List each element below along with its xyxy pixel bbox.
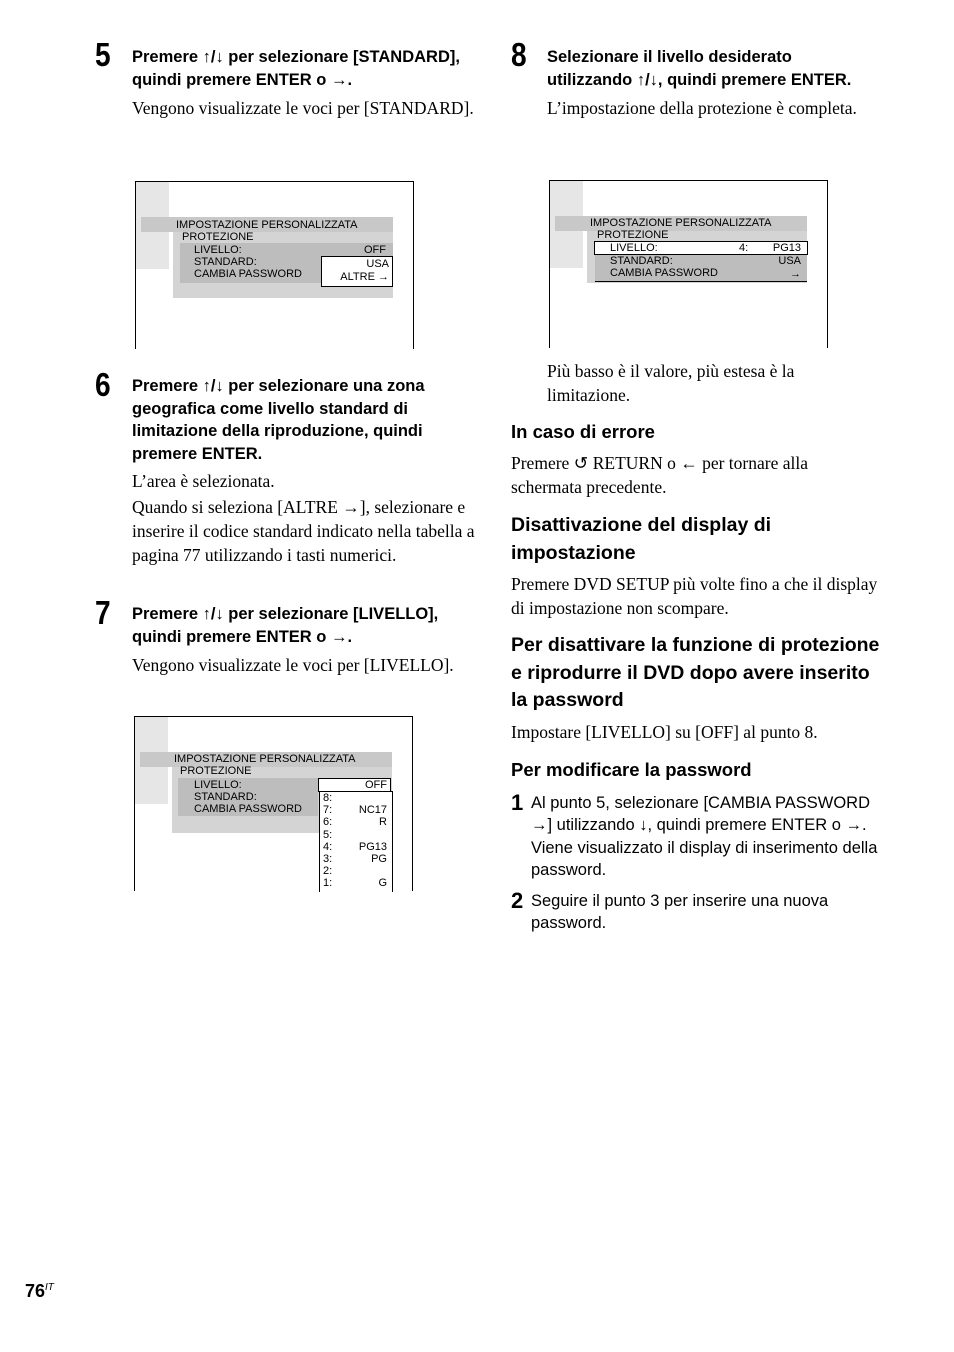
- osd-complete-screen: [549, 180, 828, 348]
- osd-row-value: USA: [778, 255, 801, 267]
- section-change-password: [511, 756, 881, 935]
- osd-level-item: [323, 829, 387, 841]
- step-instruction: Premere ↑/↓ per selezionare [STANDARD], quindi premere ENTER o →.: [132, 48, 460, 89]
- osd-level-rating: R: [379, 816, 387, 829]
- section-text: Premere ↺ RETURN o ← per tornare alla schermata precedente.: [511, 452, 808, 497]
- step-number: 1: [511, 789, 524, 815]
- osd-title: IMPOSTAZIONE PERSONALIZZATA: [176, 219, 358, 231]
- osd-row-label: CAMBIA PASSWORD: [194, 803, 302, 815]
- osd-title: IMPOSTAZIONE PERSONALIZZATA: [590, 217, 772, 229]
- step-instruction: Premere ↑/↓ per selezionare [LIVELLO], quindi premere ENTER o →.: [132, 605, 439, 646]
- osd-level-rating: NC17: [358, 804, 387, 817]
- step-description: L’impostazione della protezione è completa.: [547, 98, 857, 118]
- osd-row-value: →: [790, 268, 801, 280]
- step-number: 6: [95, 366, 111, 403]
- step-description: Quando si seleziona [ALTRE →], selezionare e inserire il codice standard indicato nella tabella a pagina 77 utilizzando i tasti numerici.: [132, 497, 475, 565]
- osd-selected-value: OFF: [365, 779, 387, 791]
- osd-level-number: 5:: [323, 828, 333, 841]
- osd-level-number: 6:: [323, 816, 333, 829]
- step-number: 7: [95, 594, 111, 631]
- osd-row-label: LIVELLO:: [194, 779, 242, 791]
- section-text: Premere DVD SETUP più volte fino a che il display di impostazione non scompare.: [511, 574, 878, 618]
- section-heading: Disattivazione del display di impostazione: [511, 514, 772, 564]
- section-error: [511, 418, 881, 499]
- section-text: Impostare [LIVELLO] su [OFF] al punto 8.: [511, 721, 818, 742]
- osd-section: PROTEZIONE: [182, 231, 254, 243]
- section-disable-protection: [511, 632, 881, 744]
- page-number-value: 76: [25, 1281, 46, 1301]
- osd-level-number: 2:: [323, 865, 333, 878]
- osd-level-item: [323, 804, 387, 816]
- osd-standard-screen: [135, 181, 414, 349]
- osd-row-value: PG13: [772, 242, 801, 254]
- osd-level-number: 8:: [323, 792, 333, 804]
- section-heading: Per modificare la password: [511, 759, 752, 780]
- step-description: Vengono visualizzate le voci per [STANDARD].: [132, 98, 474, 118]
- section-display-off: [511, 512, 881, 620]
- osd-level-number: 4:: [323, 840, 333, 853]
- step-number: 8: [511, 36, 527, 73]
- osd-row-label: CAMBIA PASSWORD: [610, 267, 718, 279]
- osd-row-label: CAMBIA PASSWORD: [194, 268, 302, 280]
- step-instruction: Selezionare il livello desiderato utilizzando ↑/↓, quindi premere ENTER.: [547, 48, 852, 89]
- osd-row-label: LIVELLO:: [610, 242, 658, 254]
- note-limitation: Più basso è il valore, più estesa è la limitazione.: [547, 361, 795, 405]
- change-step-2: [511, 887, 881, 935]
- osd-row-label: STANDARD:: [194, 791, 257, 803]
- osd-row-number: 4:: [739, 242, 749, 254]
- step-description: L’area è selezionata.: [132, 471, 275, 491]
- osd-level-rating: G: [378, 877, 387, 890]
- osd-level-item: [323, 877, 387, 889]
- osd-level-item: [323, 841, 387, 853]
- osd-title: IMPOSTAZIONE PERSONALIZZATA: [174, 753, 356, 765]
- osd-row-value: ALTRE →: [340, 271, 389, 283]
- step-number: 5: [95, 36, 111, 73]
- osd-row-value: OFF: [364, 244, 386, 256]
- osd-level-rating: PG: [371, 852, 387, 865]
- osd-section: PROTEZIONE: [180, 765, 252, 777]
- osd-section: PROTEZIONE: [597, 229, 669, 241]
- section-heading: In caso di errore: [511, 421, 655, 442]
- step-description: Vengono visualizzate le voci per [LIVELLO].: [132, 655, 454, 675]
- page-language: IT: [45, 1282, 54, 1293]
- osd-level-item: [323, 792, 387, 804]
- step-instruction: Premere ↑/↓ per selezionare una zona geografica come livello standard di limitazione della riproduzione, quindi premere ENTER.: [132, 377, 425, 463]
- osd-row-label: LIVELLO:: [194, 244, 242, 256]
- osd-level-screen: [134, 716, 413, 891]
- osd-level-number: 1:: [323, 877, 333, 890]
- osd-level-item: [323, 865, 387, 877]
- osd-level-items: [323, 792, 387, 890]
- osd-row-value: USA: [366, 258, 389, 270]
- osd-level-item: [323, 853, 387, 865]
- osd-level-number: 7:: [323, 804, 333, 817]
- step-text: Al punto 5, selezionare [CAMBIA PASSWORD →] utilizzando ↓, quindi premere ENTER o →. Viene visualizzato il display di inserimento della password.: [531, 793, 878, 879]
- osd-level-number: 3:: [323, 852, 333, 865]
- step-number: 2: [511, 887, 524, 913]
- section-heading: Per disattivare la funzione di protezione e riprodurre il DVD dopo avere inserito la password: [511, 634, 880, 711]
- osd-row-label: STANDARD:: [610, 255, 673, 267]
- osd-row-label: STANDARD:: [194, 256, 257, 268]
- step-text: Seguire il punto 3 per inserire una nuova password.: [531, 891, 829, 932]
- page-number: [25, 1281, 54, 1302]
- osd-level-item: [323, 816, 387, 828]
- osd-level-rating: PG13: [358, 840, 387, 853]
- change-step-1: [511, 789, 881, 882]
